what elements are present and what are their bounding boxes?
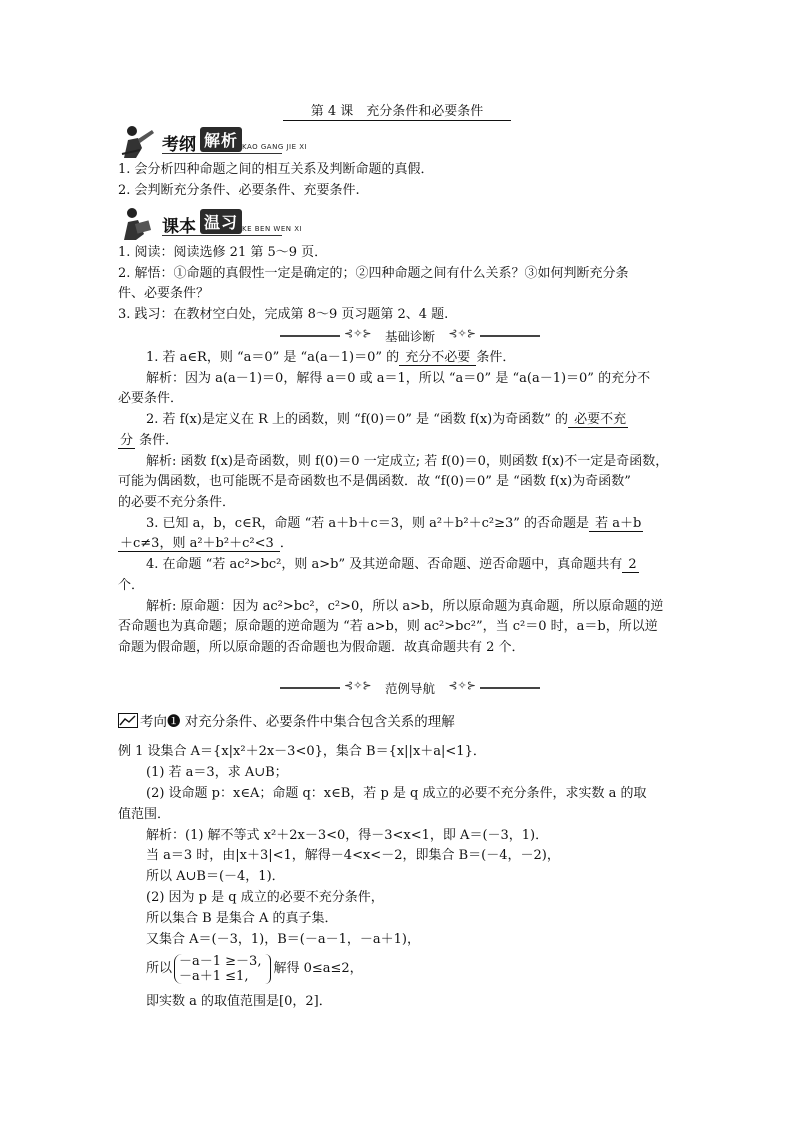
divider-label: 范例导航	[384, 681, 435, 696]
question-3-cont: ＋c≠3，则 a²＋b²＋c²<3 ．	[120, 536, 293, 551]
page-title: 第 4 课 充分条件和必要条件	[0, 100, 794, 119]
example-line: (2) 设命题 p：x∈A；命题 q：x∈B，若 p 是 q 成立的必要不充分条件，求实数 a 的取	[146, 786, 647, 801]
answer-blank: 2	[624, 557, 637, 572]
student-figure-icon	[118, 124, 158, 160]
question-2: 2. 若 f(x)是定义在 R 上的函数，则 “f(0)＝0” 是 “函数 f(x)为奇函数” 的 必要不充	[146, 412, 627, 427]
solution-line: 解析：因为 a(a－1)＝0，解得 a＝0 或 a＝1，所以 “a＝0” 是 “a(a－1)＝0” 的充分不	[146, 371, 651, 386]
question-2-cont: 分 条件．	[120, 433, 179, 448]
question-4-cont: 个．	[118, 578, 145, 593]
answer-blank: 若 a＋b	[591, 516, 642, 531]
banner-heading: 课本	[162, 217, 196, 237]
inequality-system: 所以 －a－1 ≥－3, －a＋1 ≤1, 解得 0≤a≤2，	[146, 954, 363, 984]
divider-label: 基础诊断	[384, 329, 435, 344]
ornament-icon: ⊰✧⊱	[448, 679, 476, 692]
list-item: 1. 阅读：阅读选修 21 第 5～9 页．	[118, 245, 328, 260]
banner-subtitle: KE BEN WEN XI	[242, 225, 303, 233]
answer-blank: ＋c≠3，则 a²＋b²＋c²<3	[120, 536, 278, 551]
banner-rule	[162, 153, 282, 154]
topic-text: 对充分条件、必要条件中集合包含关系的理解	[180, 714, 455, 730]
answer-blank: 必要不充	[570, 412, 627, 427]
section-banner-keben	[118, 206, 318, 242]
example-line: 又集合 A＝(－3，1)，B＝(－a－1，－a＋1)，	[146, 932, 420, 947]
section-divider	[280, 327, 540, 343]
solution-line: 可能为偶函数，也可能既不是奇函数也不是偶函数．故 “f(0)＝0” 是 “函数 f(x)为奇函数”	[118, 474, 631, 489]
example-line: 所以 A∪B＝(－4，1)．	[146, 869, 285, 884]
trend-chart-icon	[118, 713, 138, 728]
question-3: 3. 已知 a，b，c∈R，命题 “若 a＋b＋c＝3，则 a²＋b²＋c²≥3” 的否命题是 若 a＋b	[146, 516, 642, 531]
ornament-icon: ⊰✧⊱	[448, 327, 476, 340]
list-item: 3. 践习：在教材空白处，完成第 8～9 页习题第 2、4 题.	[118, 307, 449, 322]
banner-heading: 考纲	[162, 135, 196, 155]
question-1: 1. 若 a∈R，则 “a＝0” 是 “a(a－1)＝0” 的 充分不必要 条件．	[146, 350, 516, 365]
example-line: 即实数 a 的取值范围是[0，2]．	[146, 994, 332, 1009]
reading-figure-icon	[118, 206, 158, 242]
list-item: 件、必要条件？	[118, 286, 210, 301]
solution-line: 否命题也为真命题；原命题的逆命题为 “若 a>b，则 ac²>bc²”，当 c²＝0 时，a＝b，所以逆	[118, 619, 658, 634]
ornament-icon: ⊰✧⊱	[344, 679, 372, 692]
list-item: 2. 解悟：①命题的真假性一定是确定的；②四种命题之间有什么关系？③如何判断充分条	[118, 266, 629, 281]
example-line: 值范围．	[118, 807, 171, 822]
list-item: 2. 会判断充分条件、必要条件、充要条件.	[118, 183, 360, 198]
ornament-icon: ⊰✧⊱	[344, 327, 372, 340]
question-4: 4. 在命题 “若 ac²>bc²，则 a>b” 及其逆命题、否命题、逆否命题中，真命题共有 2	[146, 557, 637, 572]
answer-blank: 分	[120, 433, 134, 448]
example-line: (1) 若 a＝3，求 A∪B；	[146, 765, 288, 780]
topic-label: 考向❶	[140, 714, 181, 730]
banner-rule	[162, 235, 282, 236]
section-divider	[280, 679, 540, 695]
right-paren	[265, 954, 271, 984]
list-item: 1. 会分析四种命题之间的相互关系及判断命题的真假．	[118, 162, 434, 177]
example-line: 所以集合 B 是集合 A 的真子集．	[146, 911, 338, 926]
answer-blank: 充分不必要	[401, 350, 475, 365]
solution-line: 命题为假命题，所以原命题的否命题也为假命题．故真命题共有 2 个．	[118, 640, 525, 655]
solution-line: 的必要不充分条件．	[118, 495, 236, 510]
banner-heading-box: 温习	[200, 209, 242, 234]
banner-heading-box: 解析	[200, 127, 242, 152]
left-brace: －a－1 ≥－3, －a＋1 ≤1,	[174, 954, 265, 984]
section-banner-kaogang	[118, 124, 318, 160]
example-line: 例 1 设集合 A＝{x|x²＋2x－3<0}，集合 B＝{x||x＋a|<1}．	[118, 744, 486, 759]
solution-line: 必要条件．	[118, 391, 184, 406]
example-line: (2) 因为 p 是 q 成立的必要不充分条件，	[146, 890, 384, 905]
example-line: 解析：(1) 解不等式 x²＋2x－3<0，得－3<x<1，即 A＝(－3，1)．	[146, 828, 549, 843]
solution-line: 解析: 原命题：因为 ac²>bc²，c²>0，所以 a>b，所以原命题为真命题，所以原命题的逆	[146, 599, 664, 614]
solution-line: 解析: 函数 f(x)是奇函数，则 f(0)＝0 一定成立; 若 f(0)＝0，则函数 f(x)不一定是奇函数，	[146, 454, 669, 469]
topic-heading	[118, 713, 455, 731]
example-line: 当 a＝3 时，由|x＋3|<1，解得－4<x<－2，即集合 B＝(－4，－2)，	[146, 848, 560, 863]
banner-subtitle: KAO GANG JIE XI	[242, 143, 308, 151]
